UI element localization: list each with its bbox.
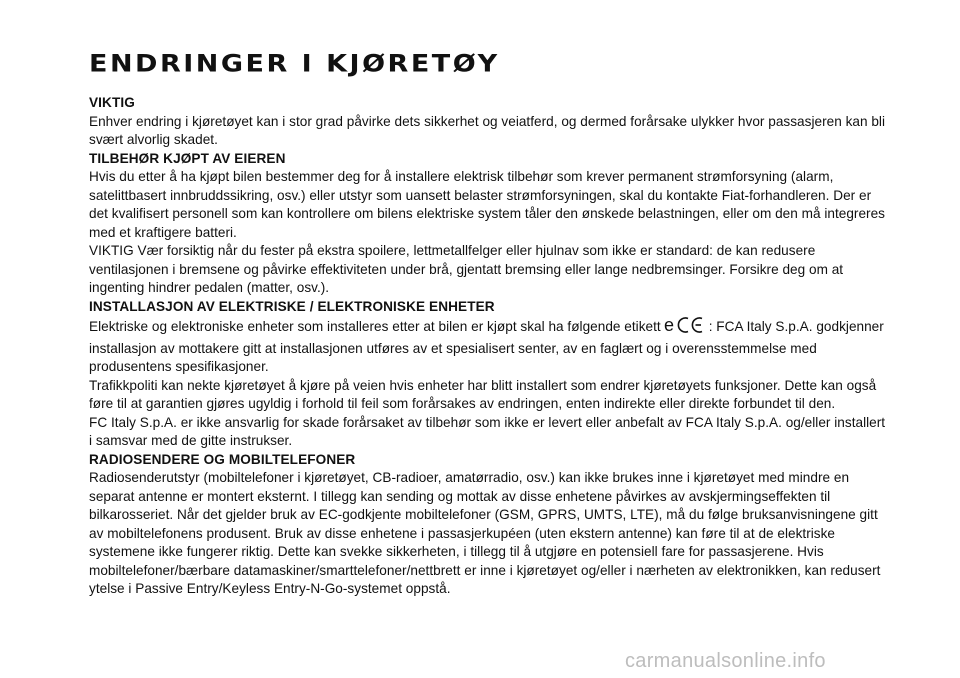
paragraph: Radiosenderutstyr (mobiltelefoner i kjøretøyet, CB-radioer, amatørradio, osv.) kan ikke brukes inne i kjøretøyet med mindre en separat antenne er montert eksternt. I tillegg kan sending og mottak av disse enhetene påvirkes av avskjermingseffekten til bilkarosseriet. Når det gjelder bruk av EC-godkjente mobiltelefoner (GSM, GPRS, UMTS, LTE), må du følge bruksanvisningene gitt av mobiltelefonens produsent. Bruk av disse enhetene i passasjerkupéen (uten ekstern antenne) kan føre til at de elektriske systemene ikke fungerer riktig. Dette kan svekke sikkerheten, i tillegg til å utgjøre en potensiell fare for passasjerene. Hvis mobiltelefoner/bærbare datamaskiner/smarttelefoner/nettbrett er inne i kjøretøyet og/eller i nærheten av elektronikken, kan redusert ytelse i Passive Entry/Keyless Entry-N-Go-systemet oppstå. <box>89 470 881 596</box>
paragraph: Trafikkpoliti kan nekte kjøretøyet å kjøre på veien hvis enheter har blitt installert som endrer kjøretøyets funksjoner. Dette kan også føre til at garantien gjøres ugyldig i forhold til feil som forårsakes av endringen, enten indirekte eller direkte forbundet til den. <box>89 377 877 411</box>
e-ce-mark-icon <box>664 316 708 340</box>
watermark: carmanualsonline.info <box>625 650 826 672</box>
section-heading-viktig: VIKTIG <box>89 95 135 110</box>
manual-page <box>89 50 889 599</box>
paragraph-text: : FCA Italy S.p.A. godkjenner installasjon av mottakere gitt at installasjonen utføres av et spesialisert senter, av en faglært og i overensstemmelse med produsentens spesifikasjoner. <box>89 319 884 374</box>
svg-text:e: e <box>663 316 674 334</box>
section-heading-installasjon: INSTALLASJON AV ELEKTRISKE / ELEKTRONISKE ENHETER <box>89 298 495 314</box>
paragraph: Hvis du etter å ha kjøpt bilen bestemmer deg for å installere elektrisk tilbehør som krever permanent strømforsyning (alarm, satelittbasert innbruddssikring, osv.) eller utstyr som uansett belaster strømforsyningen, skal du kontakte Fiat-forhandleren. Der er det kvalifisert personell som kan kontrollere om bilens elektriske system tåler den ønskede belastningen, eller om den må integreres med et kraftigere batteri. <box>89 169 885 240</box>
paragraph: Enhver endring i kjøretøyet kan i stor grad påvirke dets sikkerhet og veiatferd, og dermed forårsake ulykker hvor passasjeren kan bli svært alvorlig skadet. <box>89 113 886 147</box>
section-heading-radiosendere: RADIOSENDERE OG MOBILTELEFONER <box>89 451 356 467</box>
section-heading-tilbehor: TILBEHØR KJØPT AV EIEREN <box>89 150 286 166</box>
page-title: ENDRINGER I KJØRETØY <box>89 50 500 78</box>
paragraph-ce-label <box>89 316 889 377</box>
paragraph: FC Italy S.p.A. er ikke ansvarlig for skade forårsaket av tilbehør som ikke er levert eller anbefalt av FCA Italy S.p.A. og/eller installert i samsvar med de gitte instrukser. <box>89 414 886 448</box>
paragraph-text: Elektriske og elektroniske enheter som installeres etter at bilen er kjøpt skal ha følgende etikett <box>89 319 661 334</box>
paragraph: VIKTIG Vær forsiktig når du fester på ekstra spoilere, lettmetallfelger eller hjulnav som ikke er standard: de kan redusere ventilasjonen i bremsene og påvirke effektiviteten under brå, gjentatt bremsing eller lange nedbremsinger. Forsikre deg om at ingenting hindrer pedalen (matter, osv.). <box>89 243 844 295</box>
